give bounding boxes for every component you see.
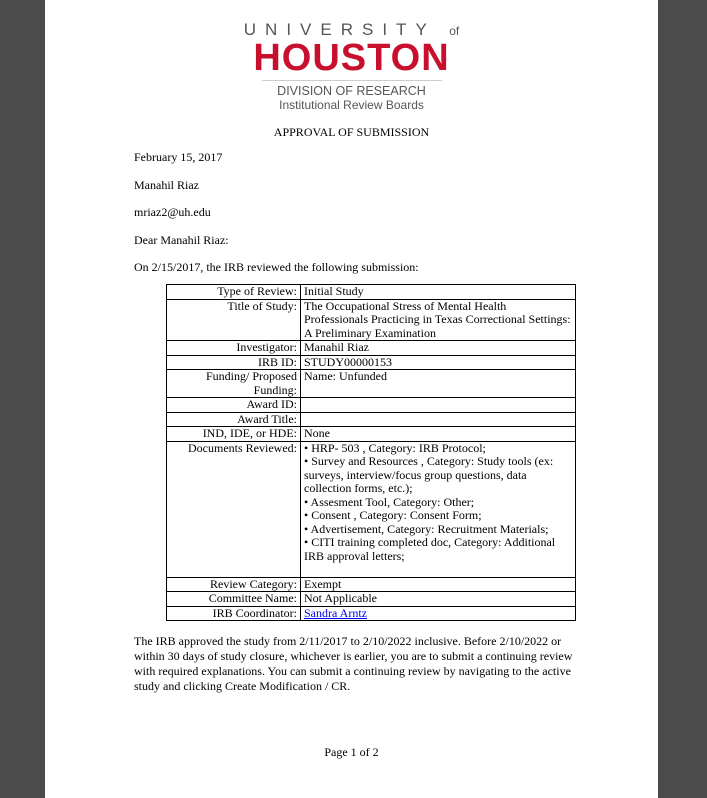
field-label: Review Category: xyxy=(167,577,301,592)
table-row xyxy=(167,285,576,300)
field-value xyxy=(301,398,576,413)
field-value xyxy=(301,606,576,621)
field-value: STUDY00000153 xyxy=(301,355,576,370)
table-row xyxy=(167,341,576,356)
table-row xyxy=(167,606,576,621)
field-label: IRB ID: xyxy=(167,355,301,370)
logo-houston: HOUSTON xyxy=(253,37,450,79)
field-value xyxy=(301,441,576,577)
logo-division: DIVISION OF RESEARCH xyxy=(277,84,426,98)
field-label: Committee Name: xyxy=(167,592,301,607)
document-item: • Survey and Resources , Category: Study tools (ex: surveys, interview/focus group questions, data collection forms, etc.); xyxy=(304,454,554,495)
field-value: Not Applicable xyxy=(301,592,576,607)
table-row xyxy=(167,412,576,427)
field-value: None xyxy=(301,427,576,442)
field-label: IND, IDE, or HDE: xyxy=(167,427,301,442)
field-label: Award ID: xyxy=(167,398,301,413)
table-row xyxy=(167,370,576,398)
table-row xyxy=(167,577,576,592)
field-label: Funding/ Proposed Funding: xyxy=(167,370,301,398)
logo-of: of xyxy=(449,24,460,38)
university-logo xyxy=(45,20,658,112)
logo-divider xyxy=(262,80,442,81)
field-value xyxy=(301,412,576,427)
field-value: Manahil Riaz xyxy=(301,341,576,356)
table-row xyxy=(167,355,576,370)
logo-university: UNIVERSITY xyxy=(243,20,436,39)
field-label: IRB Coordinator: xyxy=(167,606,301,621)
document-item: • HRP- 503 , Category: IRB Protocol; xyxy=(304,440,486,455)
field-label: Investigator: xyxy=(167,341,301,356)
field-label: Award Title: xyxy=(167,412,301,427)
table-row xyxy=(167,592,576,607)
letter-date: February 15, 2017 xyxy=(134,150,223,164)
field-value: Name: Unfunded xyxy=(301,370,576,398)
field-value: Exempt xyxy=(301,577,576,592)
document-item: • Consent , Category: Consent Form; xyxy=(304,508,482,522)
document-title: APPROVAL OF SUBMISSION xyxy=(273,125,430,139)
document-item: • Advertisement, Category: Recruitment Materials; xyxy=(304,521,549,536)
table-row xyxy=(167,441,576,577)
page-number: Page 1 of 2 xyxy=(324,745,379,759)
logo-irb: Institutional Review Boards xyxy=(279,98,424,112)
document-item: • Assesment Tool, Category: Other; xyxy=(304,494,475,509)
submission-table xyxy=(166,284,576,621)
document-item: • CITI training completed doc, Category: Additional IRB approval letters; xyxy=(304,535,556,563)
table-row xyxy=(167,398,576,413)
recipient-name: Manahil Riaz xyxy=(134,178,199,192)
field-value: The Occupational Stress of Mental Health Professionals Practicing in Texas Correctional Settings: A Preliminary Examination xyxy=(301,299,576,341)
field-label: Type of Review: xyxy=(167,285,301,300)
approval-paragraph: The IRB approved the study from 2/11/2017 to 2/10/2022 inclusive. Before 2/10/2022 or within 30 days of study closure, whichever is earlier, you are to submit a continuing review with required explanations. You can submit a continuing review by navigating to the active study and clicking Create Modification / CR. xyxy=(134,634,573,693)
recipient-email: mriaz2@uh.edu xyxy=(134,205,211,219)
field-label: Documents Reviewed: xyxy=(167,441,301,577)
field-label: Title of Study: xyxy=(167,299,301,341)
table-row xyxy=(167,299,576,341)
table-row xyxy=(167,427,576,442)
salutation: Dear Manahil Riaz: xyxy=(134,233,229,247)
field-value: Initial Study xyxy=(301,285,576,300)
coordinator-link[interactable]: Sandra Arntz xyxy=(304,605,367,620)
intro-text: On 2/15/2017, the IRB reviewed the following submission: xyxy=(134,260,419,274)
document-page xyxy=(45,0,658,798)
